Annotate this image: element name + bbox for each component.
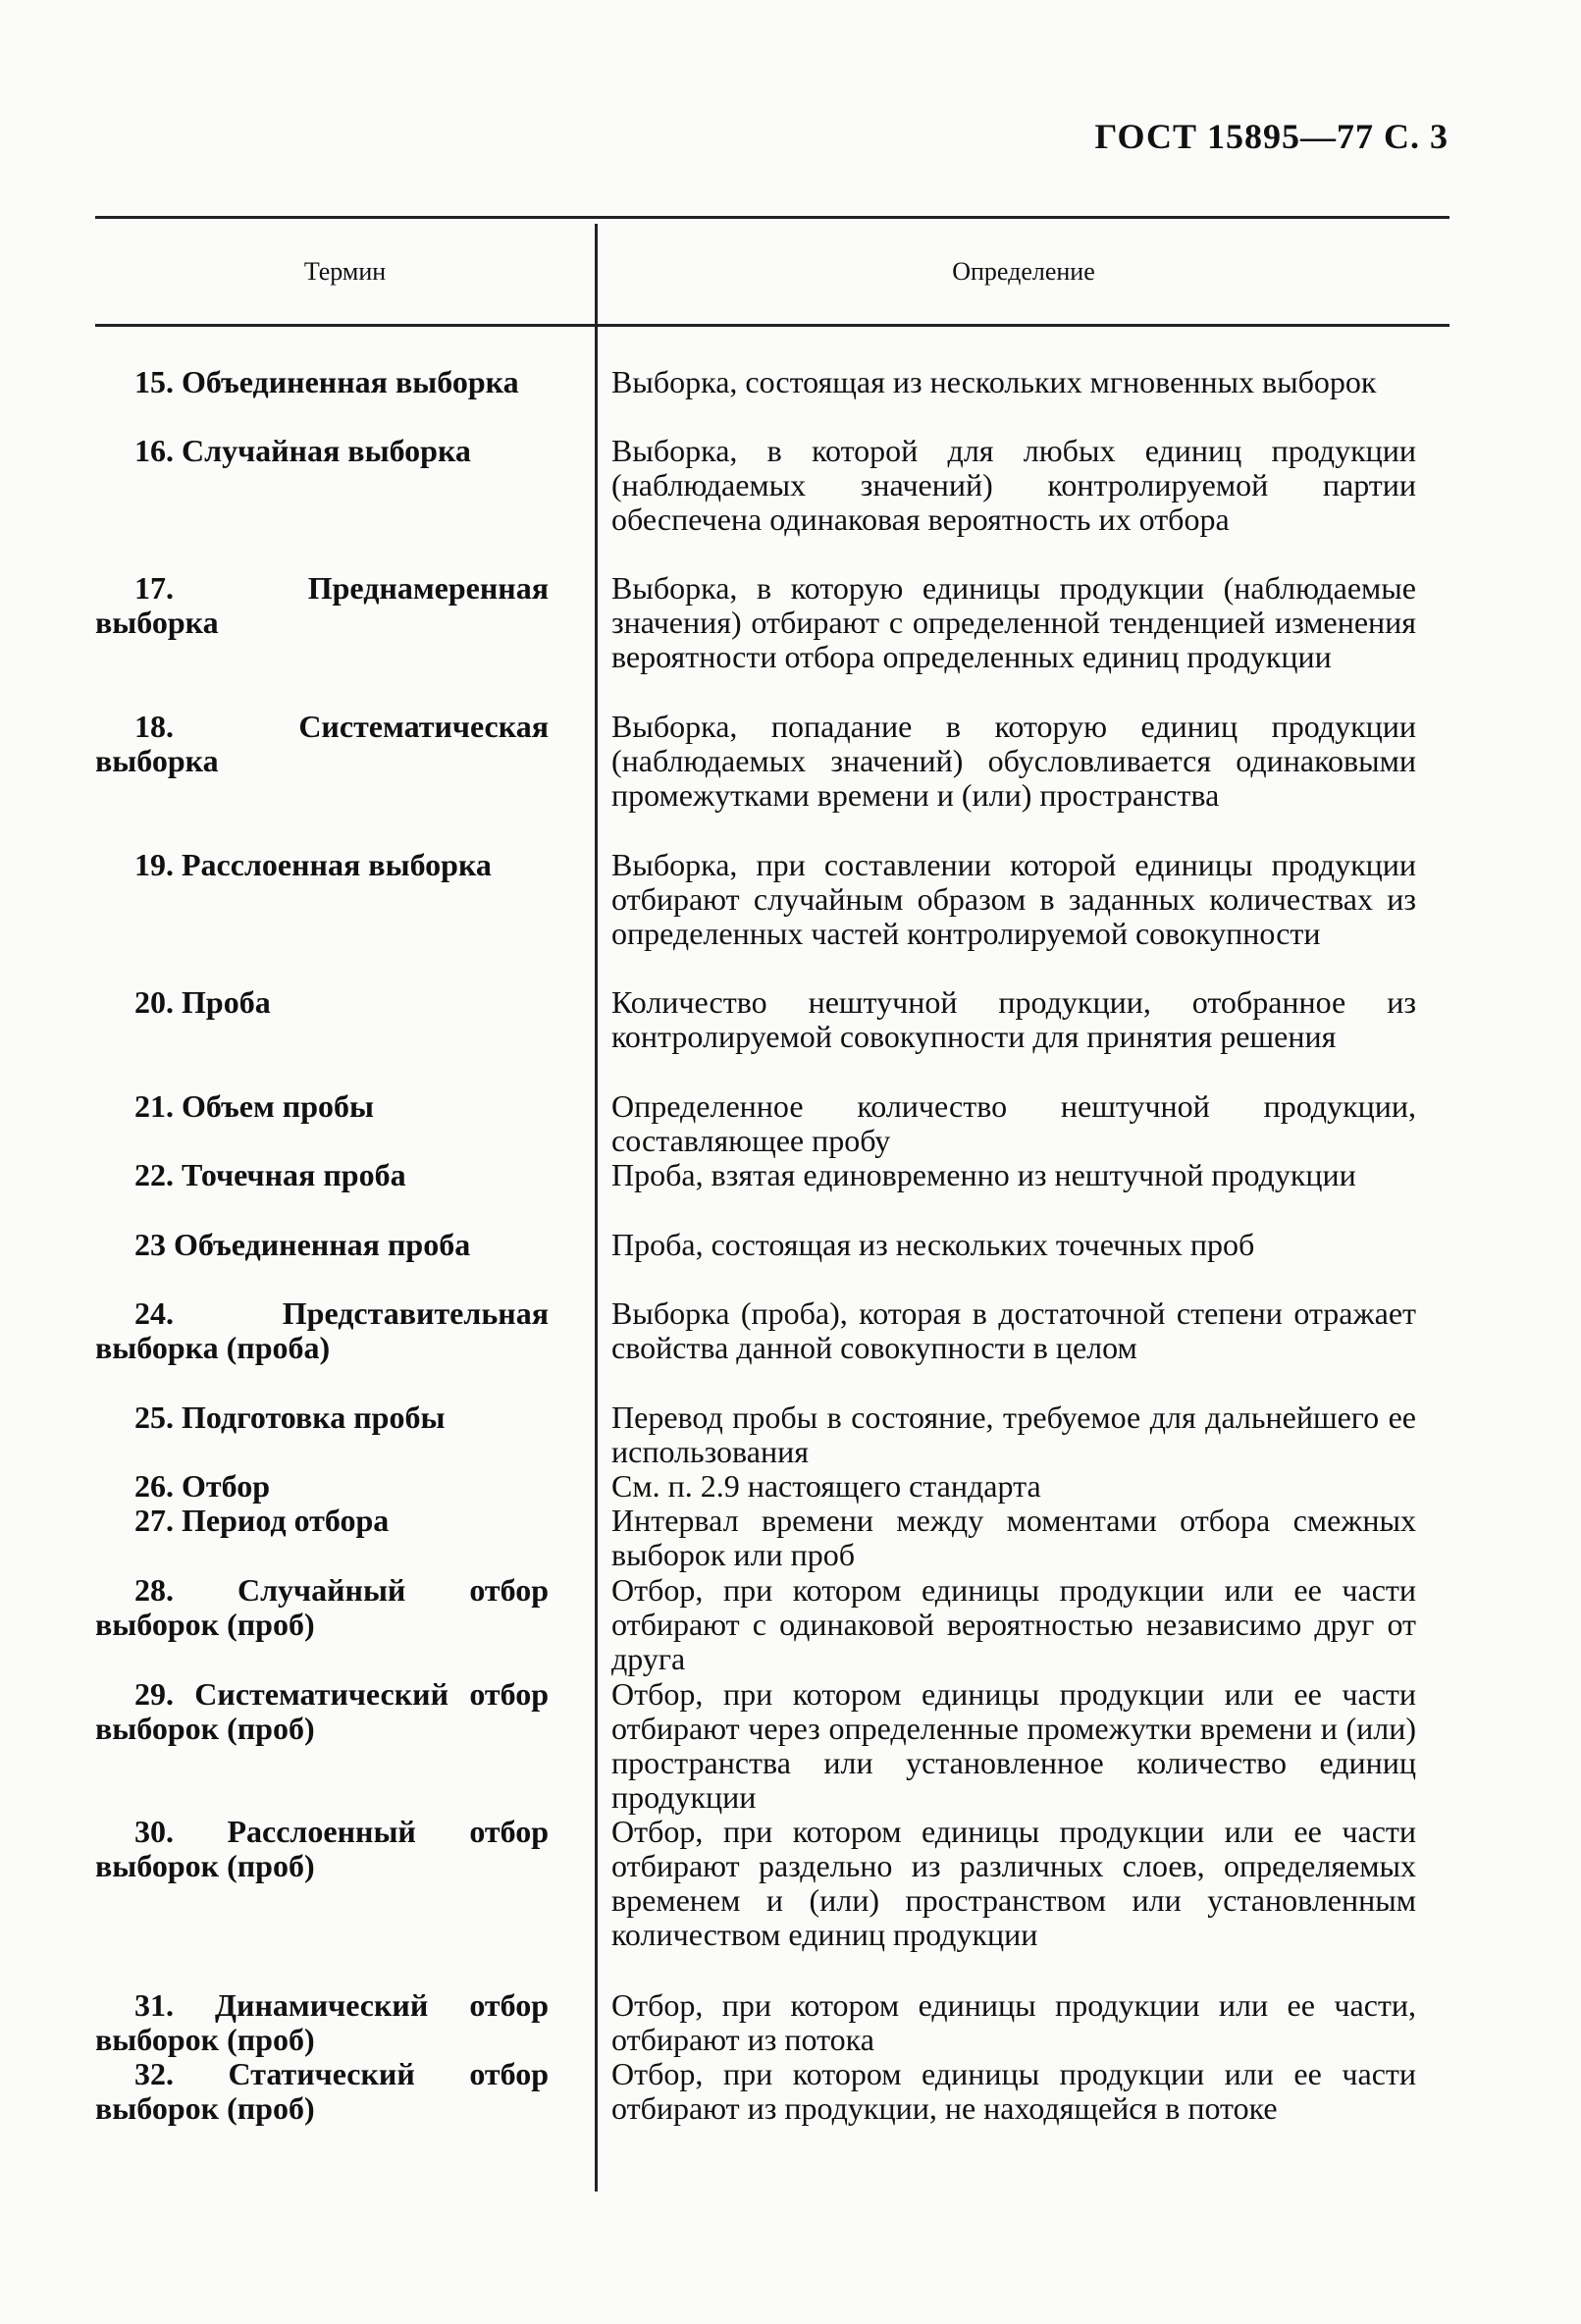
term-cell (95, 1677, 572, 1815)
table-row (0, 1677, 1581, 1815)
table-row (0, 1400, 1581, 1469)
term-text: 30. Расслоенный отбор выборок (проб) (95, 1814, 549, 1883)
term-cell (95, 1504, 572, 1573)
running-title: ГОСТ 15895—77 С. 3 (1094, 117, 1449, 156)
definition-cell: Отбор, при котором единицы продукции или ее части, отбирают из потока (611, 1987, 1416, 2057)
definition-cell: Выборка, попадание в которую единиц продукции (наблюдаемых значений) обусловливается одинаковыми промежутками времени и (или) пространства (611, 709, 1416, 813)
definition-cell: Выборка, в которую единицы продукции (наблюдаемые значения) отбирают с определенной тенденцией изменения вероятности отбора определенных единиц продукции (611, 570, 1416, 674)
term-text: 31. Динамический отбор выборок (проб) (95, 1987, 549, 2057)
term-text: 22. Точечная проба (134, 1157, 406, 1192)
table-row (0, 1469, 1581, 1504)
term-text: 32. Статический отбор выборок (проб) (95, 2056, 549, 2126)
definition-cell: Выборка, в которой для любых единиц продукции (наблюдаемых значений) контролируемой партии обеспечена одинаковая вероятность их отбора (611, 433, 1416, 537)
definition-cell: Выборка (проба), которая в достаточной степени отражает свойства данной совокупности в целом (611, 1295, 1416, 1365)
table-row (0, 434, 1581, 571)
term-cell (95, 1469, 572, 1504)
definition-cell: Проба, взятая единовременно из нештучной продукции (611, 1157, 1356, 1192)
table-top-rule (95, 216, 1449, 219)
term-text: 24. Представительная выборка (проба) (95, 1295, 549, 1365)
table-row (0, 848, 1581, 985)
definition-cell: Интервал времени между моментами отбора смежных выборок или проб (611, 1503, 1416, 1572)
table-row (0, 1296, 1581, 1400)
term-text: 23 Объединенная проба (134, 1227, 471, 1262)
term-text: 28. Случайный отбор выборок (проб) (95, 1572, 549, 1642)
definition-cell: Перевод пробы в состояние, требуемое для дальнейшего ее использования (611, 1400, 1416, 1469)
term-text: 18. Систематическая выборка (95, 709, 549, 778)
definition-cell: Выборка, при составлении которой единицы продукции отбирают случайным образом в заданных количествах из определенных частей контролируемой совокупности (611, 847, 1416, 951)
term-table-body (0, 365, 1581, 2160)
term-text: 26. Отбор (134, 1468, 270, 1504)
term-cell (95, 1228, 572, 1296)
term-cell (95, 1158, 572, 1228)
table-row (0, 985, 1581, 1089)
column-header-definition: Определение (952, 257, 1095, 286)
definition-cell: Определенное количество нештучной продукции, составляющее пробу (611, 1088, 1416, 1158)
definition-cell: Отбор, при котором единицы продукции или ее части отбирают через определенные промежутки времени и (или) пространства или установленное количество единиц продукции (611, 1676, 1416, 1815)
table-header-rule (95, 324, 1449, 327)
definition-cell: Отбор, при котором единицы продукции или ее части отбирают раздельно из различных слоев, определяемых временем и (или) пространством или установленным количеством единиц продукции (611, 1814, 1416, 1952)
term-cell (95, 434, 572, 571)
term-cell (95, 1988, 572, 2057)
term-cell (95, 1573, 572, 1677)
table-row (0, 710, 1581, 848)
term-cell (95, 571, 572, 710)
term-text: 29. Систематический отбор выборок (проб) (95, 1676, 549, 1746)
term-cell (95, 2057, 572, 2160)
term-cell (95, 1815, 572, 1988)
table-row (0, 1504, 1581, 1573)
term-text: 16. Случайная выборка (134, 433, 471, 468)
term-text: 27. Период отбора (134, 1503, 390, 1538)
table-row (0, 1158, 1581, 1228)
column-header-term: Термин (303, 257, 387, 286)
table-row (0, 1815, 1581, 1988)
term-text: 20. Проба (134, 984, 271, 1020)
table-row (0, 571, 1581, 710)
table-row (0, 365, 1581, 434)
definition-cell: Выборка, состоящая из нескольких мгновенных выборок (611, 364, 1377, 399)
term-cell (95, 710, 572, 848)
definition-cell: Отбор, при котором единицы продукции или ее части отбирают с одинаковой вероятностью независимо друг от друга (611, 1572, 1416, 1676)
table-row (0, 1089, 1581, 1158)
term-cell (95, 1400, 572, 1469)
definition-cell: Количество нештучной продукции, отобранное из контролируемой совокупности для принятия решения (611, 984, 1416, 1054)
term-cell (95, 1089, 572, 1158)
table-row (0, 1573, 1581, 1677)
table-row (0, 1228, 1581, 1296)
term-text: 19. Расслоенная выборка (134, 847, 492, 882)
definition-cell: Проба, состоящая из нескольких точечных проб (611, 1227, 1255, 1262)
table-row (0, 1988, 1581, 2057)
term-text: 21. Объем пробы (134, 1088, 374, 1124)
term-text: 17. Преднамеренная выборка (95, 570, 549, 640)
term-cell (95, 1296, 572, 1400)
term-text: 25. Подготовка пробы (134, 1400, 446, 1435)
term-cell (95, 985, 572, 1089)
table-row (0, 2057, 1581, 2160)
term-cell (95, 365, 572, 434)
term-text: 15. Объединенная выборка (134, 364, 519, 399)
definition-cell: См. п. 2.9 настоящего стандарта (611, 1468, 1041, 1504)
term-cell (95, 848, 572, 985)
definition-cell: Отбор, при котором единицы продукции или ее части отбирают из продукции, не находящейся в потоке (611, 2056, 1416, 2126)
